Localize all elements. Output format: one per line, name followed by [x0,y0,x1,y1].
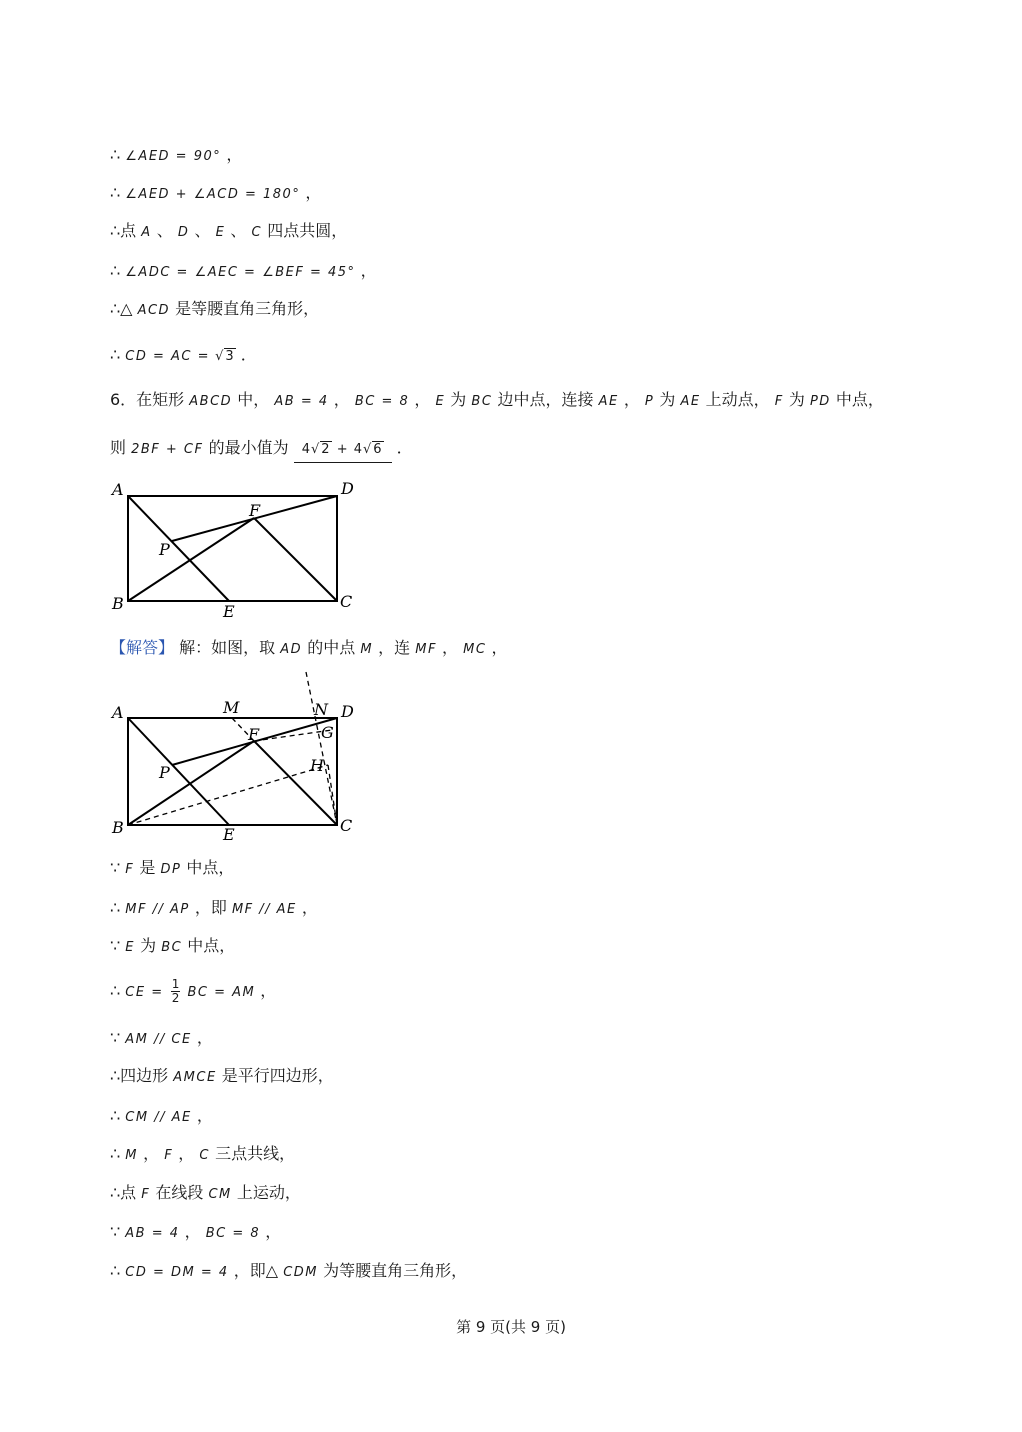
math-expr: E [125,940,135,955]
punct: ， [184,1222,201,1241]
sep: 、 [230,221,247,240]
text: 中点， [187,936,236,955]
segment-bh-dashed [128,765,328,825]
punct: ， [260,981,277,1000]
punct: ， [143,1144,160,1163]
text: 为 [788,390,805,409]
label-m: M [223,698,240,717]
problem-question [110,436,413,463]
punct: ， [333,390,350,409]
label-e: E [223,825,235,844]
segment-cm: CM [208,1187,232,1202]
math-expr: BC = 8 [205,1226,261,1241]
segment-pd: PD [809,394,831,409]
step-given-lengths [110,1220,281,1246]
math-expr: MF // AP [125,902,190,917]
punct: ， [442,638,459,657]
segment-bc: BC [471,394,493,409]
line-angle-sum [110,181,321,207]
text: 上运动， [236,1183,301,1202]
label-c: C [340,816,353,835]
geometry-figure-2 [100,668,370,846]
point-d: D [177,225,190,240]
label-g: G [321,723,334,742]
label-a: A [112,480,124,499]
point-c: C [251,225,263,240]
text: ∴点 [110,1183,137,1202]
point-c: C [199,1148,210,1163]
math-expr: ∠ADC = ∠AEC = ∠BEF = 45° [125,265,356,280]
text: 为 [659,390,676,409]
math-expr: BC = AM [187,985,256,1000]
text: 三点共线， [215,1144,296,1163]
line-isosceles [110,297,319,323]
therefore-symbol: ∴△ [110,299,133,318]
bc-value: BC = 8 [354,394,410,409]
label-h: H [310,756,324,775]
therefore-symbol: ∴ [110,183,121,202]
segment-ae: AE [680,394,701,409]
point-p: P [644,394,655,409]
text: 为 [140,936,157,955]
sqrt-6: √6 [363,442,383,457]
line-aed-90 [110,143,242,169]
math-expr: CDM [283,1265,318,1280]
segment-mc: MC [463,642,487,657]
point-f: F [141,1187,151,1202]
therefore-symbol: ∴ [110,1261,121,1280]
sep: 、 [156,221,173,240]
answer-coef: 4 [301,442,311,457]
sqrt-3: √3 [215,349,235,364]
sqrt-2: √2 [310,442,331,457]
punct: ， [301,898,318,917]
point-a: A [141,225,152,240]
punct: ． [396,438,413,457]
text: 的中点 [307,638,356,657]
rect-name: ABCD [189,394,233,409]
because-symbol: ∵ [110,858,121,877]
math-expr: BC [161,940,183,955]
label-c: C [340,592,353,611]
text: 是等腰直角三角形， [175,299,320,318]
text: ∴点 [110,221,137,240]
punct: ， [226,145,243,164]
denominator: 2 [171,991,180,1005]
math-expr: CD = AC = [125,349,211,364]
therefore-symbol: ∴ [110,1106,121,1125]
label-e: E [223,602,235,621]
label-f: F [249,501,261,520]
therefore-symbol: ∴ [110,898,121,917]
answer-blank [294,438,392,463]
punct: ， [414,390,431,409]
text: 中点， [835,390,884,409]
therefore-symbol: ∴ [110,1144,121,1163]
therefore-symbol: ∴ [110,345,121,364]
text: ∴四边形 [110,1066,169,1085]
line-concyclic [110,219,347,245]
text: 为 [450,390,467,409]
ab-value: AB = 4 [274,394,329,409]
radicand: 6 [373,442,383,457]
radicand: 2 [321,442,331,457]
segment-ae [128,496,229,601]
punct: ， [196,1028,213,1047]
punct: ， [491,638,508,657]
point-m: M [360,642,374,657]
step-parallelogram [110,1064,334,1090]
step-mf-parallel [110,896,318,922]
punct: ， [178,1144,195,1163]
because-symbol: ∵ [110,1028,121,1047]
step-cdm-isosceles [110,1259,467,1285]
math-expr: AB = 4 [125,1226,180,1241]
text: 在线段 [155,1183,204,1202]
text: 上动点， [705,390,770,409]
text: 四点共圆， [267,221,348,240]
text: ，连 [378,638,411,657]
punct: ， [623,390,640,409]
math-expr: F [125,862,135,877]
step-e-midpoint [110,934,235,960]
text: 则 [110,438,127,457]
segment-ad: AD [280,642,303,657]
math-expr: ∠AED + ∠ACD = 180° [125,187,301,202]
text: 是 [139,858,156,877]
line-cd-ac [110,343,257,369]
step-f-on-cm [110,1181,301,1207]
therefore-symbol: ∴ [110,981,121,1000]
line-angles-45 [110,259,377,285]
label-p: P [159,763,170,782]
step-am-parallel [110,1026,213,1052]
punct: ， [360,261,377,280]
math-expr: AM // CE [125,1032,192,1047]
radicand: 3 [225,349,235,364]
label-d: D [341,479,354,498]
segment-bf [128,741,254,825]
text: 解：如图，取 [179,638,276,657]
step-collinear [110,1142,295,1168]
segment-mf: MF [415,642,437,657]
segment-fc [254,518,337,601]
geometry-figure-1 [100,476,370,622]
punct: ． [240,345,257,364]
text: 中， [237,390,270,409]
point-m: M [125,1148,138,1163]
label-a: A [112,703,124,722]
math-expr: MF // AE [231,902,297,917]
math-expr: ACD [137,303,171,318]
math-expr: CM // AE [125,1110,192,1125]
text: 是平行四边形， [221,1066,334,1085]
therefore-symbol: ∴ [110,261,121,280]
point-f: F [774,394,784,409]
segment-ae [128,718,229,825]
because-symbol: ∵ [110,936,121,955]
step-ce-half [110,978,276,1005]
point-e: E [215,225,226,240]
problem-number: 6．在矩形 [110,390,185,409]
segment-nc-dashed [306,672,337,825]
page-footer: 第 9 页(共 9 页) [456,1318,566,1336]
sep: 、 [194,221,211,240]
math-expr: CD = DM = 4 [125,1265,229,1280]
label-b: B [112,818,124,837]
text: 为等腰直角三角形， [323,1261,468,1280]
segment-ae: AE [598,394,619,409]
text: ，即△ [233,1261,279,1280]
math-expr: ∠AED = 90° [125,149,222,164]
punct: ， [265,1222,282,1241]
because-symbol: ∵ [110,1222,121,1241]
punct: ， [196,1106,213,1125]
text: 的最小值为 [208,438,289,457]
label-d: D [341,702,354,721]
point-e: E [435,394,446,409]
label-b: B [112,594,124,613]
step-f-midpoint [110,856,234,882]
math-expr: DP [160,862,182,877]
answer-plus: + 4 [336,442,363,457]
therefore-symbol: ∴ [110,145,121,164]
step-cm-parallel [110,1104,213,1130]
fraction-half [171,978,181,1005]
punct: ， [305,183,322,202]
problem-statement [110,388,884,414]
label-n: N [314,700,328,719]
text: 边中点，连接 [497,390,594,409]
target-expr: 2BF + CF [131,442,204,457]
text: 中点， [186,858,235,877]
solution-heading [110,636,508,662]
answer-tag: 【解答】 [110,638,175,657]
point-f: F [164,1148,174,1163]
label-f: F [248,725,260,744]
math-expr: AMCE [173,1070,217,1085]
math-expr: CE = [125,985,164,1000]
segment-bf [128,518,254,601]
text: ，即 [194,898,227,917]
label-p: P [159,540,170,559]
numerator: 1 [171,977,180,991]
